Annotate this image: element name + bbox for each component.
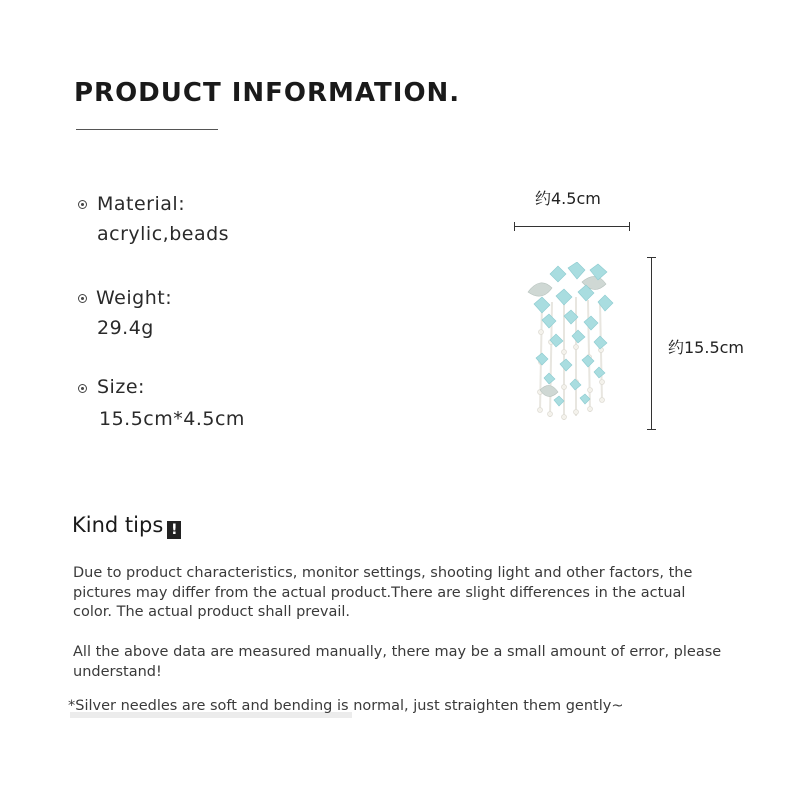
silver-needle-note: *Silver needles are soft and bending is normal, just straighten them gently~ [68, 698, 624, 714]
width-tick-right [629, 222, 630, 231]
height-dimension-label: 约15.5cm [668, 338, 745, 357]
measurement-paragraph: All the above data are measured manually, there may be a small amount of error, please understand! [73, 644, 722, 680]
weight-value: 29.4g [97, 317, 154, 339]
size-label: Size: [97, 376, 145, 398]
material-value: acrylic,beads [97, 223, 230, 245]
bullet-icon [78, 200, 87, 209]
width-tick-left [514, 222, 515, 231]
width-dimension-label: 约4.5cm [535, 189, 601, 208]
weight-label: Weight: [96, 287, 173, 309]
bullet-icon [78, 384, 87, 393]
page-title: PRODUCT INFORMATION. [74, 78, 461, 108]
height-tick-bottom [647, 429, 656, 430]
size-value: 15.5cm*4.5cm [99, 408, 245, 430]
flower-tassel-hairclip-image [520, 262, 620, 424]
material-label: Material: [97, 193, 186, 215]
height-tick-top [647, 257, 656, 258]
width-dimension-line [514, 226, 630, 227]
kind-tips-heading [72, 513, 181, 539]
title-underline [76, 129, 218, 130]
height-dimension-line [651, 257, 652, 429]
disclaimer-paragraph: Due to product characteristics, monitor settings, shooting light and other factors, the pictures may differ from the actual product.There are slight differences in the actual color. The actual product shall prevail. [73, 565, 693, 620]
kind-tips-title: Kind tips [72, 513, 164, 537]
bullet-icon [78, 294, 87, 303]
exclamation-icon: ! [167, 521, 181, 539]
